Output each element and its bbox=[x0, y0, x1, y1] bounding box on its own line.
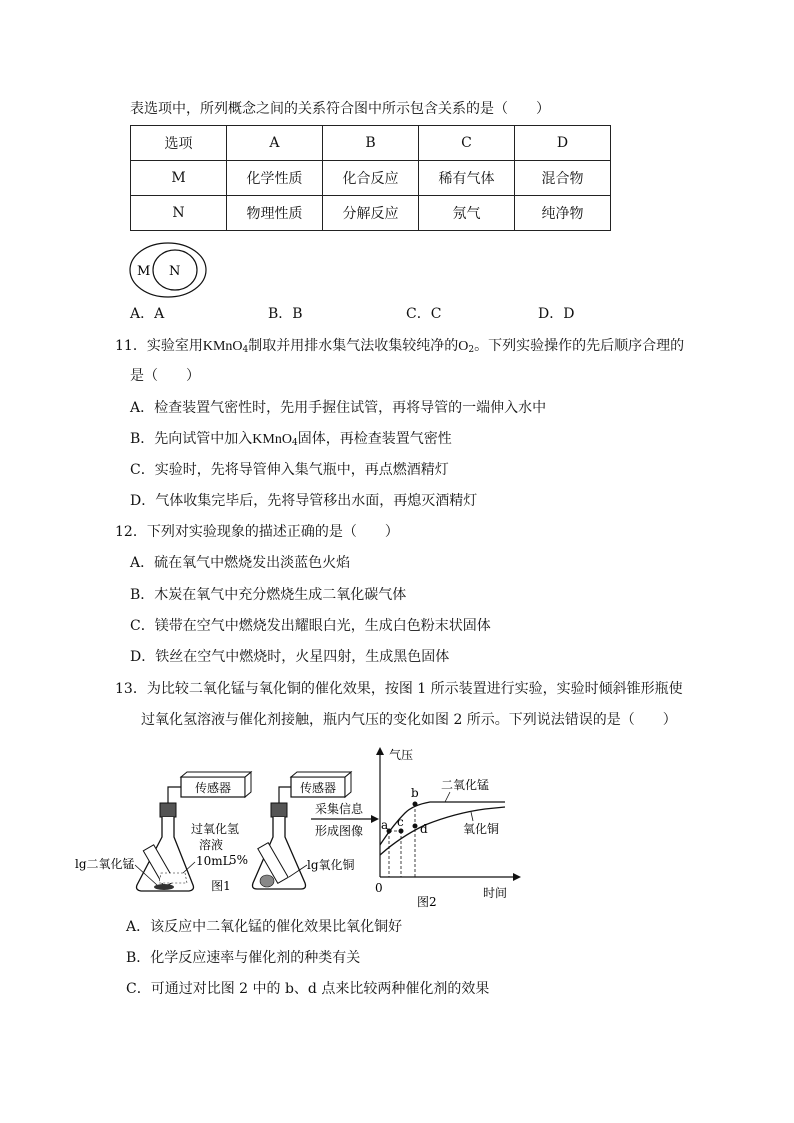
table-cell: 稀有气体 bbox=[418, 161, 514, 196]
curve-label-cuo: 氧化铜 bbox=[463, 822, 500, 836]
sensor-wire-2 bbox=[279, 787, 291, 803]
y-axis-label: 气压 bbox=[389, 748, 414, 762]
table-row bbox=[131, 196, 611, 231]
venn-inner-label: N bbox=[169, 264, 181, 279]
table-cell: C bbox=[418, 126, 514, 161]
q11-stem-part: 。下列实验操作的先后顺序合理的 bbox=[474, 338, 685, 354]
q10-option-a: A．A bbox=[130, 306, 165, 322]
q10-options-table bbox=[130, 125, 611, 231]
formula-kmno4: KMnO bbox=[252, 432, 292, 447]
curve-label-mno2: 二氧化锰 bbox=[441, 778, 490, 792]
q13-option-b: B．化学反应速率与催化剂的种类有关 bbox=[126, 950, 361, 966]
table-cell: 分解反应 bbox=[322, 196, 418, 231]
subscript: 4 bbox=[291, 438, 298, 448]
point-c bbox=[399, 829, 404, 834]
point-label-c: c bbox=[397, 815, 404, 829]
point-d bbox=[413, 824, 418, 829]
formula-kmno4: KMnO bbox=[202, 339, 243, 354]
q12-option-b: B．木炭在氧气中充分燃烧生成二氧化碳气体 bbox=[130, 587, 407, 603]
table-cell: B bbox=[322, 126, 418, 161]
table-cell: 选项 bbox=[131, 126, 227, 161]
q11-option-b-text: B．先向试管中加入 bbox=[130, 431, 253, 447]
point-label-a: a bbox=[381, 818, 389, 832]
table-cell: M bbox=[131, 161, 227, 196]
sensor-label-1: 传感器 bbox=[194, 781, 232, 795]
stopper-2 bbox=[271, 803, 287, 817]
solution-label-2: 溶液 bbox=[199, 838, 224, 852]
table-row bbox=[131, 161, 611, 196]
x-axis-label: 时间 bbox=[483, 886, 508, 900]
q13-figure bbox=[75, 745, 525, 915]
q10-option-c: C．C bbox=[406, 306, 442, 322]
origin-label: 0 bbox=[375, 881, 383, 895]
q13-stem-line2: 过氧化氢溶液与催化剂接触，瓶内气压的变化如图 2 所示。下列说法错误的是（ ） bbox=[141, 712, 677, 728]
venn-diagram bbox=[128, 240, 212, 298]
y-axis-arrow-icon bbox=[376, 747, 384, 755]
catalyst-label-1: lg二氧化锰 bbox=[75, 857, 135, 871]
point-b bbox=[413, 802, 418, 807]
arrow-group bbox=[311, 801, 379, 838]
q11-option-d: D．气体收集完毕后，先将导管移出水面，再熄灭酒精灯 bbox=[130, 493, 478, 509]
stopper-1 bbox=[160, 803, 176, 817]
q11-stem-part: 11．实验室用 bbox=[115, 338, 203, 354]
table-cell: 氖气 bbox=[418, 196, 514, 231]
venn-outer-label: M bbox=[137, 264, 151, 279]
subscript: 4 bbox=[242, 345, 249, 355]
q12-option-c: C．镁带在空气中燃烧发出耀眼白光，生成白色粉末状固体 bbox=[130, 618, 491, 634]
figure-2 bbox=[375, 747, 521, 909]
point-label-b: b bbox=[411, 786, 419, 800]
volume-label: 10mL bbox=[196, 854, 231, 868]
concentration-label: 5% bbox=[229, 853, 249, 867]
formula-o2: O bbox=[458, 339, 469, 354]
figure-2-caption: 图2 bbox=[417, 895, 437, 909]
table-header-row bbox=[131, 126, 611, 161]
q11-option-b-tail: 固体，再检查装置气密性 bbox=[297, 431, 452, 447]
subscript: 2 bbox=[468, 345, 475, 355]
catalyst-2 bbox=[260, 875, 274, 887]
arrow-label-2: 形成图像 bbox=[315, 824, 364, 838]
q12-option-d: D．铁丝在空气中燃烧时，火星四射，生成黑色固体 bbox=[130, 649, 450, 665]
point-label-d: d bbox=[420, 822, 428, 836]
q13-option-c: C．可通过对比图 2 中的 b、d 点来比较两种催化剂的效果 bbox=[126, 981, 490, 997]
q12-option-a: A．硫在氧气中燃烧发出淡蓝色火焰 bbox=[130, 555, 351, 571]
x-axis-arrow-icon bbox=[513, 873, 521, 881]
q11-option-b bbox=[130, 429, 452, 450]
sensor-wire-1 bbox=[168, 787, 181, 803]
q10-option-b: B．B bbox=[268, 306, 303, 322]
q13-option-a: A．该反应中二氧化锰的催化效果比氧化铜好 bbox=[126, 919, 403, 935]
catalyst-label-2: lg氧化铜 bbox=[307, 858, 355, 872]
q11-stem-line2: 是（ ） bbox=[130, 368, 200, 384]
table-cell: 物理性质 bbox=[227, 196, 323, 231]
table-cell: 化合反应 bbox=[322, 161, 418, 196]
q11-stem bbox=[115, 336, 684, 357]
table-cell: 纯净物 bbox=[514, 196, 610, 231]
solution-label-1: 过氧化氢 bbox=[191, 822, 240, 836]
figure-1 bbox=[75, 772, 355, 893]
figure-1-caption: 图1 bbox=[211, 879, 231, 893]
table-cell: N bbox=[131, 196, 227, 231]
arrow-head-icon bbox=[371, 815, 379, 823]
q11-option-a: A．检查装置气密性时，先用手握住试管，再将导管的一端伸入水中 bbox=[130, 400, 547, 416]
q13-stem-line1: 13．为比较二氧化锰与氧化铜的催化效果，按图 1 所示装置进行实验，实验时倾斜锥形瓶使 bbox=[115, 681, 683, 697]
table-cell: A bbox=[227, 126, 323, 161]
sensor-label-2: 传感器 bbox=[299, 781, 337, 795]
table-cell: 化学性质 bbox=[227, 161, 323, 196]
q12-stem: 12．下列对实验现象的描述正确的是（ ） bbox=[115, 524, 399, 540]
q10-stem: 表选项中，所列概念之间的关系符合图中所示包含关系的是（ ） bbox=[130, 101, 550, 117]
q11-stem-part: 制取并用排水集气法收集较纯净的 bbox=[248, 338, 459, 354]
q10-option-d: D．D bbox=[538, 306, 575, 322]
q11-option-c: C．实验时，先将导管伸入集气瓶中，再点燃酒精灯 bbox=[130, 462, 449, 478]
table-cell: D bbox=[514, 126, 610, 161]
table-cell: 混合物 bbox=[514, 161, 610, 196]
arrow-label-1: 采集信息 bbox=[315, 802, 364, 816]
